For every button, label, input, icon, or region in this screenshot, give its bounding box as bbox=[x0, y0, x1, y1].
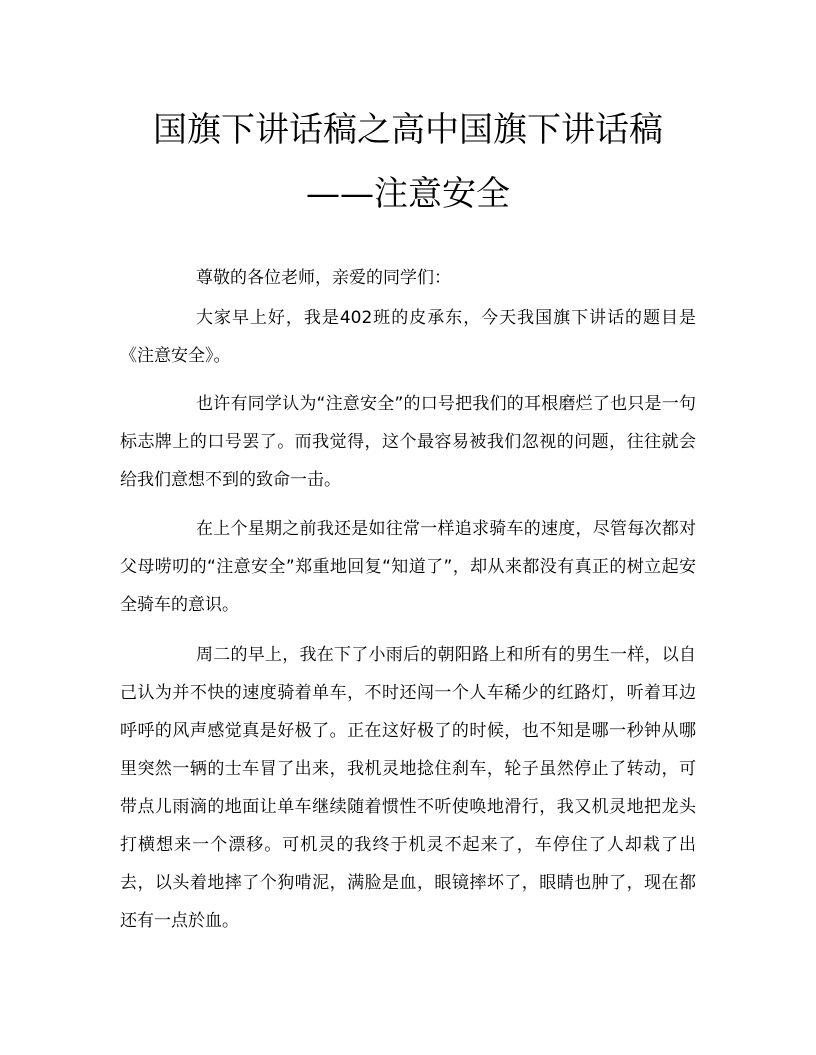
document-subtitle: ——注意安全 bbox=[306, 174, 510, 214]
paragraph-past-habit: 在上个星期之前我还是如往常一样追求骑车的速度，尽管每次都对父母唠叨的“注意安全”郑重地回复“知道了”，却从来都没有真正的树立起安全骑车的意识。 bbox=[120, 519, 696, 615]
paragraph-accident-story: 周二的早上，我在下了小雨后的朝阳路上和所有的男生一样，以自己认为并不快的速度骑着单车，不时还闯一个人车稀少的红路灯，听着耳边呼呼的风声感觉真是好极了。正在这好极了的时候，也不知是哪一秒钟从哪里突然一辆的士车冒了出来，我机灵地捻住刹车，轮子虽然停止了转动，可带点儿雨滴的地面让单车继续随着惯性不听使唤地滑行，我又机灵地把龙头打横想来一个漂移。可机灵的我终于机灵不起来了，车停住了人却栽了出去，以头着地摔了个狗啃泥，满脸是血，眼镜摔坏了，眼睛也肿了，现在都还有一点於血。 bbox=[120, 645, 696, 931]
paragraph-safety-slogan: 也许有同学认为“注意安全”的口号把我们的耳根磨烂了也只是一句标志牌上的口号罢了。而我觉得，这个最容易被我们忽视的问题，往往就会给我们意想不到的致命一击。 bbox=[120, 394, 696, 490]
paragraph-greeting: 尊敬的各位老师，亲爱的同学们： bbox=[196, 268, 451, 288]
document-title: 国旗下讲话稿之高中国旗下讲话稿 bbox=[153, 110, 663, 150]
paragraph-introduction: 大家早上好，我是402班的皮承东，今天我国旗下讲话的题目是《注意安全》。 bbox=[120, 308, 696, 366]
